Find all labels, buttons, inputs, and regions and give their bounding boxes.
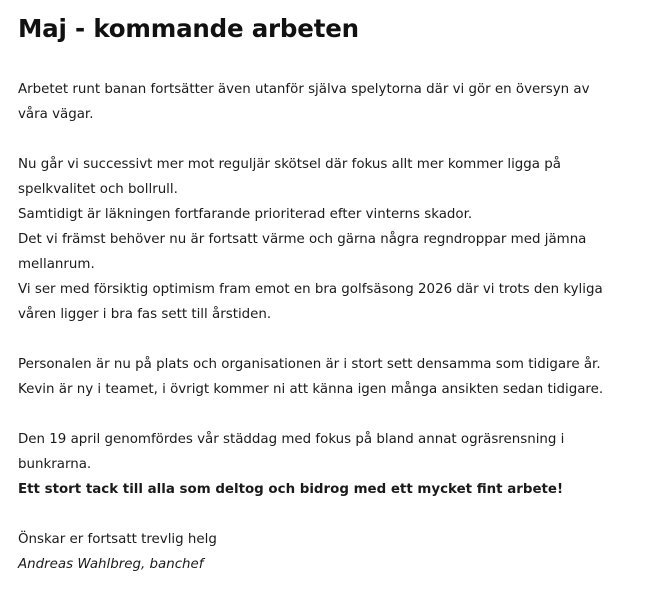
closing bbox=[18, 527, 620, 577]
paragraph-line: spelkvalitet och bollrull. bbox=[18, 182, 178, 197]
paragraph-line: våren ligger i bra fas sett till årstiden. bbox=[18, 307, 272, 322]
paragraph-line: Arbetet runt banan fortsätter även utanför själva spelytorna där vi gör en översyn av bbox=[18, 82, 590, 97]
paragraph-maintenance bbox=[18, 152, 620, 327]
paragraph-roads bbox=[18, 77, 620, 127]
page-title: Maj - kommande arbeten bbox=[18, 14, 359, 43]
paragraph-line: Personalen är nu på plats och organisationen är i stort sett densamma som tidigare år. bbox=[18, 357, 601, 372]
paragraph-line: Kevin är ny i teamet, i övrigt kommer ni att känna igen många ansikten sedan tidigare. bbox=[18, 382, 604, 397]
signature: Andreas Wahlbreg, banchef bbox=[18, 557, 204, 572]
paragraph-line: Samtidigt är läkningen fortfarande prioriterad efter vinterns skador. bbox=[18, 207, 473, 222]
paragraph-line: våra vägar. bbox=[18, 107, 94, 122]
paragraph-cleanup-day bbox=[18, 427, 620, 502]
paragraph-line: mellanrum. bbox=[18, 257, 95, 272]
paragraph-line: Det vi främst behöver nu är fortsatt värme och gärna några regndroppar med jämna bbox=[18, 232, 587, 247]
thank-you-emphasis: Ett stort tack till alla som deltog och bidrog med ett mycket fint arbete! bbox=[18, 482, 564, 497]
paragraph-line: Nu går vi successivt mer mot reguljär skötsel där fokus allt mer kommer ligga på bbox=[18, 157, 561, 172]
paragraph-line: Vi ser med försiktig optimism fram emot en bra golfsäsong 2026 där vi trots den kyliga bbox=[18, 282, 603, 297]
paragraph-line: bunkrarna. bbox=[18, 457, 92, 472]
closing-greeting: Önskar er fortsatt trevlig helg bbox=[18, 532, 217, 547]
paragraph-staff bbox=[18, 352, 620, 402]
paragraph-line: Den 19 april genomfördes vår städdag med fokus på bland annat ogräsrensning i bbox=[18, 432, 565, 447]
